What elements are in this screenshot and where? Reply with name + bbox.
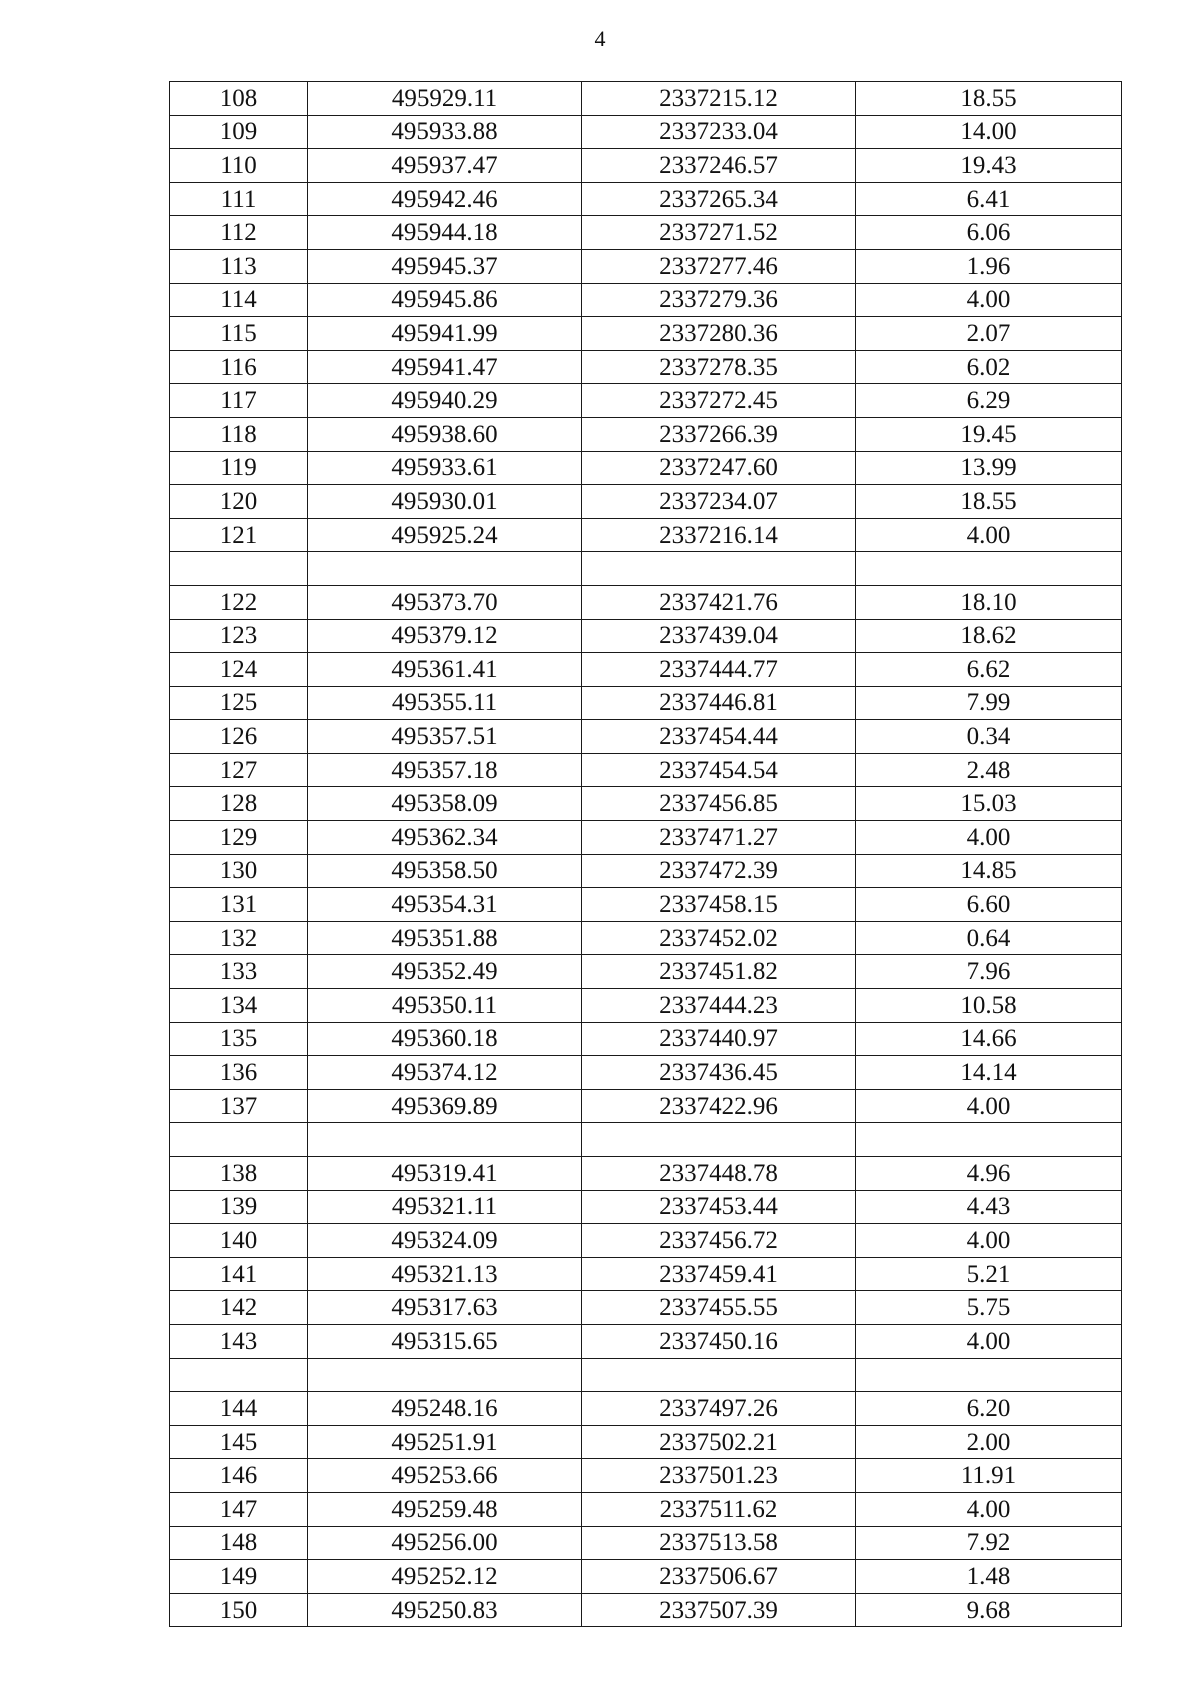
distance-cell: 1.48 — [856, 1560, 1122, 1594]
x-coordinate-cell: 495357.51 — [308, 720, 582, 754]
table-row — [170, 1593, 1122, 1627]
x-coordinate-cell: 495374.12 — [308, 1056, 582, 1090]
x-coordinate-cell: 495358.09 — [308, 787, 582, 821]
distance-cell: 18.55 — [856, 485, 1122, 519]
point-number-cell: 148 — [170, 1526, 308, 1560]
distance-cell: 14.00 — [856, 115, 1122, 149]
x-coordinate-cell: 495930.01 — [308, 485, 582, 519]
distance-cell: 6.20 — [856, 1392, 1122, 1426]
point-number-cell: 112 — [170, 216, 308, 250]
y-coordinate-cell: 2337458.15 — [582, 888, 856, 922]
point-number-cell: 135 — [170, 1022, 308, 1056]
x-coordinate-cell: 495357.18 — [308, 753, 582, 787]
y-coordinate-cell: 2337272.45 — [582, 384, 856, 418]
distance-cell: 2.07 — [856, 317, 1122, 351]
x-coordinate-cell: 495324.09 — [308, 1224, 582, 1258]
table-row — [170, 1056, 1122, 1090]
y-coordinate-cell: 2337456.85 — [582, 787, 856, 821]
distance-cell: 4.00 — [856, 1089, 1122, 1123]
point-number-cell: 142 — [170, 1291, 308, 1325]
y-coordinate-cell: 2337440.97 — [582, 1022, 856, 1056]
x-coordinate-cell — [308, 1358, 582, 1392]
point-number-cell: 109 — [170, 115, 308, 149]
table-row — [170, 821, 1122, 855]
distance-cell: 4.96 — [856, 1157, 1122, 1191]
distance-cell: 7.99 — [856, 686, 1122, 720]
x-coordinate-cell: 495248.16 — [308, 1392, 582, 1426]
point-number-cell: 147 — [170, 1492, 308, 1526]
distance-cell: 0.34 — [856, 720, 1122, 754]
distance-cell: 6.41 — [856, 182, 1122, 216]
table-row — [170, 1459, 1122, 1493]
table-row — [170, 1224, 1122, 1258]
table-row — [170, 1291, 1122, 1325]
point-number-cell: 145 — [170, 1425, 308, 1459]
separator-row — [170, 1358, 1122, 1392]
distance-cell: 4.00 — [856, 1324, 1122, 1358]
y-coordinate-cell: 2337444.77 — [582, 653, 856, 687]
point-number-cell: 117 — [170, 384, 308, 418]
distance-cell: 9.68 — [856, 1593, 1122, 1627]
coordinates-table-body — [170, 82, 1122, 1627]
table-row — [170, 317, 1122, 351]
point-number-cell: 118 — [170, 417, 308, 451]
x-coordinate-cell: 495933.88 — [308, 115, 582, 149]
distance-cell: 18.62 — [856, 619, 1122, 653]
y-coordinate-cell: 2337454.54 — [582, 753, 856, 787]
point-number-cell: 108 — [170, 82, 308, 116]
separator-row — [170, 1123, 1122, 1157]
table-row — [170, 451, 1122, 485]
distance-cell: 18.55 — [856, 82, 1122, 116]
x-coordinate-cell: 495358.50 — [308, 854, 582, 888]
y-coordinate-cell: 2337454.44 — [582, 720, 856, 754]
y-coordinate-cell: 2337444.23 — [582, 989, 856, 1023]
x-coordinate-cell: 495929.11 — [308, 82, 582, 116]
y-coordinate-cell: 2337450.16 — [582, 1324, 856, 1358]
y-coordinate-cell: 2337279.36 — [582, 283, 856, 317]
distance-cell: 7.96 — [856, 955, 1122, 989]
table-row — [170, 216, 1122, 250]
y-coordinate-cell: 2337501.23 — [582, 1459, 856, 1493]
table-row — [170, 854, 1122, 888]
y-coordinate-cell: 2337446.81 — [582, 686, 856, 720]
y-coordinate-cell: 2337452.02 — [582, 921, 856, 955]
point-number-cell: 114 — [170, 283, 308, 317]
table-row — [170, 720, 1122, 754]
y-coordinate-cell: 2337280.36 — [582, 317, 856, 351]
x-coordinate-cell: 495373.70 — [308, 585, 582, 619]
x-coordinate-cell: 495362.34 — [308, 821, 582, 855]
x-coordinate-cell: 495942.46 — [308, 182, 582, 216]
point-number-cell: 150 — [170, 1593, 308, 1627]
x-coordinate-cell — [308, 1123, 582, 1157]
y-coordinate-cell: 2337265.34 — [582, 182, 856, 216]
table-row — [170, 1425, 1122, 1459]
table-row — [170, 149, 1122, 183]
y-coordinate-cell: 2337439.04 — [582, 619, 856, 653]
y-coordinate-cell: 2337459.41 — [582, 1257, 856, 1291]
y-coordinate-cell: 2337497.26 — [582, 1392, 856, 1426]
point-number-cell: 136 — [170, 1056, 308, 1090]
distance-cell: 19.43 — [856, 149, 1122, 183]
point-number-cell: 120 — [170, 485, 308, 519]
point-number-cell: 149 — [170, 1560, 308, 1594]
y-coordinate-cell: 2337513.58 — [582, 1526, 856, 1560]
distance-cell: 7.92 — [856, 1526, 1122, 1560]
distance-cell: 4.00 — [856, 1492, 1122, 1526]
distance-cell: 5.21 — [856, 1257, 1122, 1291]
y-coordinate-cell: 2337455.55 — [582, 1291, 856, 1325]
x-coordinate-cell: 495352.49 — [308, 955, 582, 989]
distance-cell: 2.00 — [856, 1425, 1122, 1459]
y-coordinate-cell: 2337247.60 — [582, 451, 856, 485]
x-coordinate-cell: 495350.11 — [308, 989, 582, 1023]
table-row — [170, 1022, 1122, 1056]
distance-cell: 11.91 — [856, 1459, 1122, 1493]
distance-cell: 6.06 — [856, 216, 1122, 250]
point-number-cell: 115 — [170, 317, 308, 351]
table-row — [170, 1392, 1122, 1426]
distance-cell: 6.29 — [856, 384, 1122, 418]
x-coordinate-cell: 495319.41 — [308, 1157, 582, 1191]
point-number-cell: 110 — [170, 149, 308, 183]
y-coordinate-cell — [582, 1358, 856, 1392]
table-row — [170, 686, 1122, 720]
table-row — [170, 1492, 1122, 1526]
distance-cell: 19.45 — [856, 417, 1122, 451]
y-coordinate-cell: 2337246.57 — [582, 149, 856, 183]
x-coordinate-cell: 495925.24 — [308, 518, 582, 552]
x-coordinate-cell: 495251.91 — [308, 1425, 582, 1459]
y-coordinate-cell: 2337472.39 — [582, 854, 856, 888]
distance-cell — [856, 1123, 1122, 1157]
x-coordinate-cell: 495253.66 — [308, 1459, 582, 1493]
y-coordinate-cell: 2337506.67 — [582, 1560, 856, 1594]
point-number-cell: 134 — [170, 989, 308, 1023]
y-coordinate-cell: 2337451.82 — [582, 955, 856, 989]
y-coordinate-cell: 2337271.52 — [582, 216, 856, 250]
table-row — [170, 585, 1122, 619]
y-coordinate-cell: 2337233.04 — [582, 115, 856, 149]
distance-cell — [856, 552, 1122, 586]
point-number-cell: 144 — [170, 1392, 308, 1426]
y-coordinate-cell: 2337511.62 — [582, 1492, 856, 1526]
table-row — [170, 1190, 1122, 1224]
point-number-cell: 133 — [170, 955, 308, 989]
point-number-cell — [170, 1358, 308, 1392]
page-number: 4 — [594, 26, 606, 51]
distance-cell: 18.10 — [856, 585, 1122, 619]
distance-cell: 15.03 — [856, 787, 1122, 821]
table-row — [170, 1257, 1122, 1291]
x-coordinate-cell: 495941.47 — [308, 350, 582, 384]
y-coordinate-cell: 2337277.46 — [582, 249, 856, 283]
distance-cell: 6.60 — [856, 888, 1122, 922]
x-coordinate-cell: 495944.18 — [308, 216, 582, 250]
y-coordinate-cell: 2337471.27 — [582, 821, 856, 855]
point-number-cell: 111 — [170, 182, 308, 216]
x-coordinate-cell — [308, 552, 582, 586]
y-coordinate-cell: 2337421.76 — [582, 585, 856, 619]
y-coordinate-cell — [582, 1123, 856, 1157]
point-number-cell: 126 — [170, 720, 308, 754]
y-coordinate-cell: 2337216.14 — [582, 518, 856, 552]
x-coordinate-cell: 495321.11 — [308, 1190, 582, 1224]
y-coordinate-cell: 2337507.39 — [582, 1593, 856, 1627]
distance-cell: 4.43 — [856, 1190, 1122, 1224]
table-row — [170, 249, 1122, 283]
table-row — [170, 1560, 1122, 1594]
table-row — [170, 888, 1122, 922]
x-coordinate-cell: 495259.48 — [308, 1492, 582, 1526]
point-number-cell: 123 — [170, 619, 308, 653]
distance-cell: 14.14 — [856, 1056, 1122, 1090]
table-row — [170, 653, 1122, 687]
table-row — [170, 921, 1122, 955]
separator-row — [170, 552, 1122, 586]
x-coordinate-cell: 495937.47 — [308, 149, 582, 183]
point-number-cell: 124 — [170, 653, 308, 687]
x-coordinate-cell: 495321.13 — [308, 1257, 582, 1291]
point-number-cell: 128 — [170, 787, 308, 821]
table-row — [170, 82, 1122, 116]
distance-cell: 6.62 — [856, 653, 1122, 687]
distance-cell: 4.00 — [856, 518, 1122, 552]
x-coordinate-cell: 495379.12 — [308, 619, 582, 653]
x-coordinate-cell: 495369.89 — [308, 1089, 582, 1123]
point-number-cell: 121 — [170, 518, 308, 552]
table-row — [170, 753, 1122, 787]
x-coordinate-cell: 495315.65 — [308, 1324, 582, 1358]
x-coordinate-cell: 495252.12 — [308, 1560, 582, 1594]
table-row — [170, 485, 1122, 519]
x-coordinate-cell: 495360.18 — [308, 1022, 582, 1056]
x-coordinate-cell: 495933.61 — [308, 451, 582, 485]
point-number-cell: 127 — [170, 753, 308, 787]
point-number-cell: 129 — [170, 821, 308, 855]
table-row — [170, 989, 1122, 1023]
distance-cell: 0.64 — [856, 921, 1122, 955]
distance-cell — [856, 1358, 1122, 1392]
point-number-cell: 137 — [170, 1089, 308, 1123]
x-coordinate-cell: 495938.60 — [308, 417, 582, 451]
point-number-cell: 132 — [170, 921, 308, 955]
distance-cell: 10.58 — [856, 989, 1122, 1023]
table-row — [170, 1324, 1122, 1358]
point-number-cell: 141 — [170, 1257, 308, 1291]
table-row — [170, 518, 1122, 552]
x-coordinate-cell: 495945.86 — [308, 283, 582, 317]
table-row — [170, 115, 1122, 149]
point-number-cell: 140 — [170, 1224, 308, 1258]
point-number-cell: 146 — [170, 1459, 308, 1493]
table-row — [170, 350, 1122, 384]
x-coordinate-cell: 495940.29 — [308, 384, 582, 418]
distance-cell: 4.00 — [856, 821, 1122, 855]
point-number-cell: 130 — [170, 854, 308, 888]
point-number-cell: 139 — [170, 1190, 308, 1224]
x-coordinate-cell: 495361.41 — [308, 653, 582, 687]
table-row — [170, 1526, 1122, 1560]
table-row — [170, 417, 1122, 451]
y-coordinate-cell: 2337278.35 — [582, 350, 856, 384]
table-row — [170, 1157, 1122, 1191]
y-coordinate-cell: 2337436.45 — [582, 1056, 856, 1090]
y-coordinate-cell: 2337215.12 — [582, 82, 856, 116]
distance-cell: 5.75 — [856, 1291, 1122, 1325]
distance-cell: 1.96 — [856, 249, 1122, 283]
distance-cell: 2.48 — [856, 753, 1122, 787]
point-number-cell — [170, 552, 308, 586]
distance-cell: 14.66 — [856, 1022, 1122, 1056]
y-coordinate-cell: 2337422.96 — [582, 1089, 856, 1123]
x-coordinate-cell: 495945.37 — [308, 249, 582, 283]
y-coordinate-cell: 2337234.07 — [582, 485, 856, 519]
point-number-cell: 138 — [170, 1157, 308, 1191]
point-number-cell: 113 — [170, 249, 308, 283]
table-row — [170, 283, 1122, 317]
point-number-cell: 125 — [170, 686, 308, 720]
y-coordinate-cell — [582, 552, 856, 586]
y-coordinate-cell: 2337448.78 — [582, 1157, 856, 1191]
point-number-cell — [170, 1123, 308, 1157]
x-coordinate-cell: 495351.88 — [308, 921, 582, 955]
table-row — [170, 384, 1122, 418]
point-number-cell: 131 — [170, 888, 308, 922]
x-coordinate-cell: 495354.31 — [308, 888, 582, 922]
table-row — [170, 619, 1122, 653]
x-coordinate-cell: 495941.99 — [308, 317, 582, 351]
x-coordinate-cell: 495250.83 — [308, 1593, 582, 1627]
distance-cell: 14.85 — [856, 854, 1122, 888]
coordinates-table — [169, 81, 1122, 1627]
y-coordinate-cell: 2337502.21 — [582, 1425, 856, 1459]
distance-cell: 6.02 — [856, 350, 1122, 384]
point-number-cell: 116 — [170, 350, 308, 384]
distance-cell: 4.00 — [856, 1224, 1122, 1258]
x-coordinate-cell: 495355.11 — [308, 686, 582, 720]
y-coordinate-cell: 2337266.39 — [582, 417, 856, 451]
distance-cell: 13.99 — [856, 451, 1122, 485]
y-coordinate-cell: 2337456.72 — [582, 1224, 856, 1258]
distance-cell: 4.00 — [856, 283, 1122, 317]
x-coordinate-cell: 495256.00 — [308, 1526, 582, 1560]
table-row — [170, 787, 1122, 821]
y-coordinate-cell: 2337453.44 — [582, 1190, 856, 1224]
point-number-cell: 143 — [170, 1324, 308, 1358]
point-number-cell: 122 — [170, 585, 308, 619]
table-row — [170, 955, 1122, 989]
x-coordinate-cell: 495317.63 — [308, 1291, 582, 1325]
table-row — [170, 1089, 1122, 1123]
table-row — [170, 182, 1122, 216]
point-number-cell: 119 — [170, 451, 308, 485]
